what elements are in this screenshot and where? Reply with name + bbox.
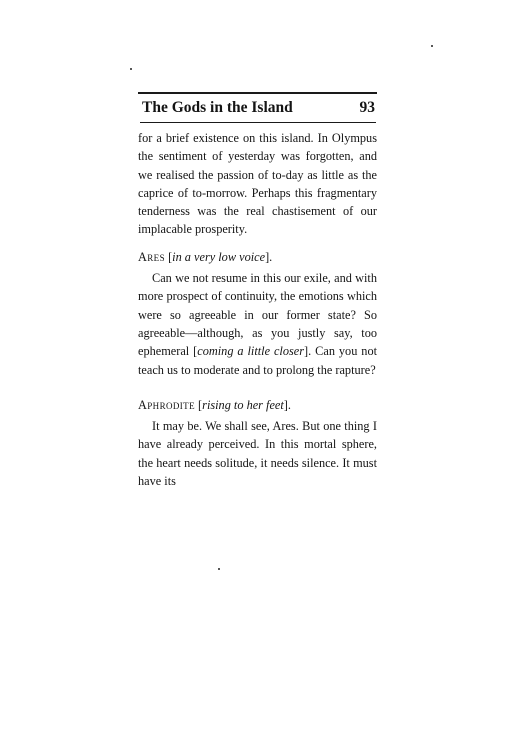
stage-direction-aphrodite: rising to her feet xyxy=(202,397,284,412)
speaker-name-aphrodite: Aphrodite xyxy=(138,397,195,412)
scan-speck xyxy=(218,568,220,570)
running-head xyxy=(142,96,375,120)
speech-ares-part2: Can you not teach us to moderate and to prolong the rapture? xyxy=(138,344,378,377)
head-rule xyxy=(140,122,376,123)
speaker-name-ares: Ares xyxy=(138,249,165,264)
scan-speck xyxy=(130,68,132,70)
stage-direction-ares-aside: coming a little closer xyxy=(197,344,305,359)
speaker-line-aphrodite: Aphrodite [rising to her feet]. xyxy=(138,397,291,412)
stage-direction-ares: in a very low voice xyxy=(172,249,266,264)
page-number: 93 xyxy=(359,99,375,116)
speech-ares: Can we not resume in this our exile, and with more prospect of continuity, the emotions which were so agreeable in our former state? So agreeable—although, as you justly say, too ephemeral [coming a little closer]. Can you not teach us to moderate and to prolong the rapture? xyxy=(138,271,378,377)
speaker-line-ares: Ares [in a very low voice]. xyxy=(138,249,273,264)
running-title: The Gods in the Island xyxy=(142,99,293,116)
speech-ares-part1: Can we not resume in this our exile, and with more prospect of continuity, the emotions which were so agreeable in our former state? So agreeable—although, as you justly say, too ephemeral xyxy=(138,271,377,359)
paragraph-continuation: for a brief existence on this island. In Olympus the sentiment of yesterday was forgotten, and we realised the passion of to-day as little as the caprice of to-morrow. Perhaps this fragmentary tenderness was the real chastisement of our implacable prosperity. xyxy=(138,131,377,237)
speech-aphrodite: It may be. We shall see, Ares. But one thing I have already perceived. In this mortal sphere, the heart needs solitude, it needs silence. It must have its xyxy=(138,419,377,489)
scan-speck xyxy=(431,45,433,47)
body-text xyxy=(138,129,377,490)
top-rule xyxy=(138,92,377,94)
